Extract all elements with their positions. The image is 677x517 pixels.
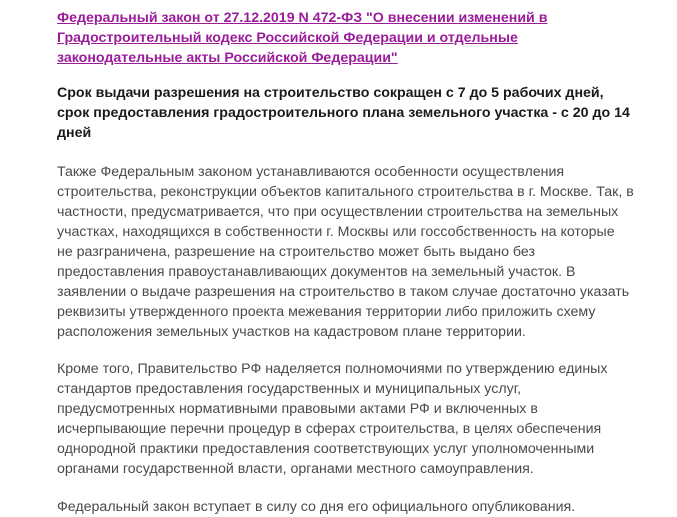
summary-line: Срок выдачи разрешения на строительство сокращен с 7 до 5 рабочих дней, xyxy=(57,85,604,101)
law-title-line: Градостроительный кодекс Российской Федерации и отдельные xyxy=(57,30,518,46)
summary-line: срок предоставления градостроительного плана земельного участка - с 20 до 14 xyxy=(57,105,630,121)
summary-line: дней xyxy=(57,125,92,141)
paragraph-line: строительства, реконструкции объектов капитального строительства в г. Москве. Так, в xyxy=(57,184,634,200)
paragraph-line: не разграничена, разрешение на строительство может быть выдано без xyxy=(57,244,535,260)
paragraph-line: участках, находящихся в собственности г. Москвы или госсобственность на которые xyxy=(57,224,615,240)
paragraph-line: предоставления правоустанавливающих документов на земельный участок. В xyxy=(57,264,576,280)
body-paragraph-effective-date xyxy=(57,497,617,517)
news-article xyxy=(57,8,634,517)
paragraph-line: Кроме того, Правительство РФ наделяется полномочиями по утверждению единых xyxy=(57,361,608,377)
paragraph-line: Также Федеральным законом устанавливаются особенности осуществления xyxy=(57,164,565,180)
body-paragraph-government xyxy=(57,359,617,479)
law-title-link[interactable] xyxy=(57,8,617,68)
article-summary xyxy=(57,83,630,143)
paragraph-line: расположения земельных участков на кадастровом плане территории. xyxy=(57,324,526,340)
body-paragraph-moscow xyxy=(57,162,634,342)
paragraph-line: частности, предусматривается, что при осуществлении строительства на земельных xyxy=(57,204,619,220)
paragraph-line: стандартов предоставления государственных и муниципальных услуг, xyxy=(57,381,522,397)
paragraph-line: реквизиты утвержденного проекта межевания территории либо приложить схему xyxy=(57,304,596,320)
paragraph-line: исчерпывающие перечни процедур в сферах строительства, в целях обеспечения xyxy=(57,421,602,437)
paragraph-line: предусмотренных нормативными правовыми актами РФ и включенных в xyxy=(57,401,538,417)
paragraph-line: заявлении о выдаче разрешения на строительство в таком случае достаточно указать xyxy=(57,284,630,300)
paragraph-line: Федеральный закон вступает в силу со дня его официального опубликования. xyxy=(57,499,576,515)
law-title-line: законодательные акты Российской Федерации" xyxy=(57,50,398,66)
paragraph-line: однородной практики предоставления соответствующих услуг уполномоченными xyxy=(57,441,595,457)
paragraph-line: органами государственной власти, органами местного самоуправления. xyxy=(57,461,534,477)
law-title-line: Федеральный закон от 27.12.2019 N 472-ФЗ "О внесении изменений в xyxy=(57,10,548,26)
